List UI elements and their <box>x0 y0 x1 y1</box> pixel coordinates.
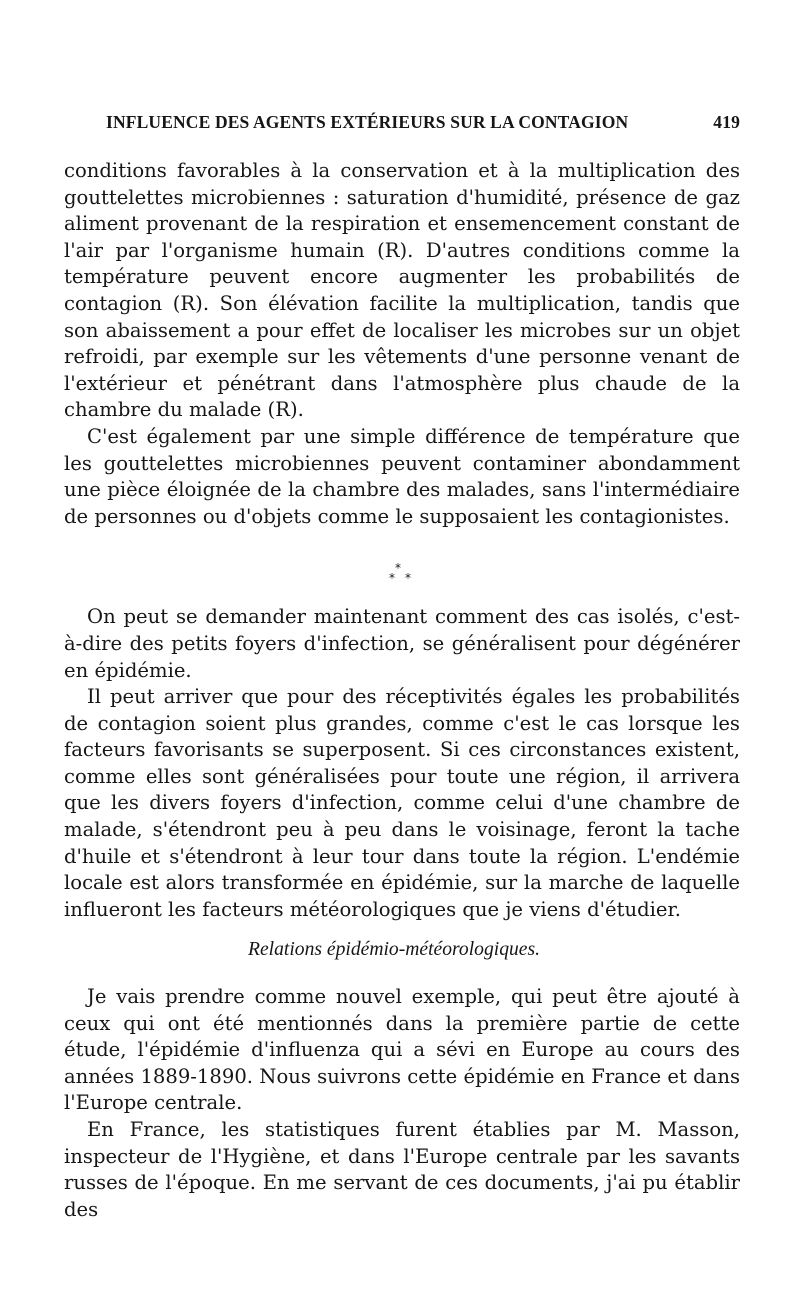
page-number: 419 <box>713 112 740 132</box>
body-text <box>64 158 740 1223</box>
asterism-separator <box>64 530 740 604</box>
paragraph-influenza-example: Je vais prendre comme nouvel exemple, qui peut être ajouté à ceux qui ont été mentionnés dans la première partie de cette étude, l'épidémie d'influenza qui a sévi en Europe au cours des années 1889-1890. Nous suivrons cette épidémie en France et dans l'Europe centrale. <box>64 985 740 1115</box>
paragraph-statistics: En France, les statistiques furent établies par M. Masson, inspecteur de l'Hygiène, et dans l'Europe centrale par les savants russes de l'époque. En me servant de ces documents, j'ai pu établir des <box>64 1118 740 1221</box>
section-heading: Relations épidémio-météorologiques. <box>247 939 541 961</box>
asterism-star-icon: * <box>395 561 401 576</box>
paragraph-continuation: conditions favorables à la conservation et à la multiplication des gouttelettes microbiennes : saturation d'humidité, présence de gaz aliment provenant de la respiration et ensemencement constant de l'air par l'organisme humain (R). D'autres conditions comme la température peuvent encore augmenter les probabilités de contagion (R). Son élévation facilite la multiplication, tandis que son abaissement a pour effet de localiser les microbes sur un objet refroidi, par exemple sur les vêtements d'une personne venant de l'extérieur et pénétrant dans l'atmosphère plus chaude de la chambre du malade (R). <box>64 159 740 422</box>
paragraph-temperature: C'est également par une simple différence de température que les gouttelettes microbiennes peuvent contaminer abondamment une pièce éloignée de la chambre des malades, sans l'intermédiaire de personnes ou d'objets comme le supposaient les contagionistes. <box>64 424 740 528</box>
paragraph-isolated-cases: On peut se demander maintenant comment des cas isolés, c'est-à-dire des petits foyers d'infection, se généralisent pour dégénérer en épidémie. <box>64 605 740 682</box>
asterism-star-icon: * <box>389 571 395 586</box>
running-title: INFLUENCE DES AGENTS EXTÉRIEURS SUR LA CONTAGION <box>106 112 629 132</box>
running-head <box>64 112 740 146</box>
paragraph-receptivity: Il peut arriver que pour des réceptivités égales les probabilités de contagion soient plus grandes, comme c'est le cas lorsque les facteurs favorisants se superposent. Si ces circonstances existent, comme elles sont généralisées pour toute une région, il arrivera que les divers foyers d'infection, comme celui d'une chambre de malade, s'étendront peu à peu dans le voisinage, feront la tache d'huile et s'étendront à leur tour dans toute la région. L'endémie locale est alors transformée en épidémie, sur la marche de laquelle influeront les facteurs météorologiques que je viens d'étudier. <box>64 685 740 921</box>
asterism-star-icon: * <box>405 571 411 586</box>
book-page <box>64 112 740 1223</box>
